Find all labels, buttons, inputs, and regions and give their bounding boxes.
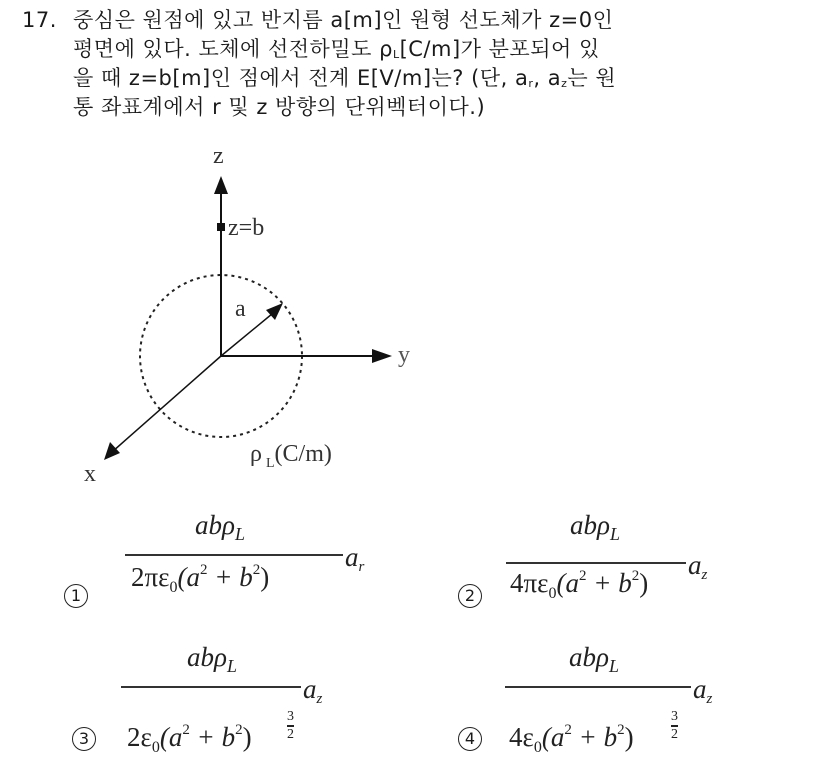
charge-density-label <box>250 441 332 471</box>
choice-2-denominator: $4\pi\varepsilon_0(a^2 + b^2)$ <box>510 568 649 602</box>
choice-1-unit-vector: $a_r$ <box>345 542 365 575</box>
x-axis <box>112 356 221 452</box>
choice-3-exponent: 3 2 <box>287 709 294 742</box>
question-line-2-head: 평면에 있다. 도체에 선전하밀도 ρ <box>73 37 393 61</box>
choice-2-numerator: abρ$_L$ <box>570 510 620 544</box>
rho-symbol: ρ <box>250 441 262 467</box>
choice-number-3: 3 <box>72 727 96 751</box>
choice-3-denominator: $2\varepsilon_0(a^2 + b^2)$ <box>127 722 252 756</box>
question-line-3-mid: , a <box>533 66 562 90</box>
radius-vector <box>221 309 278 356</box>
choice-number-4: 4 <box>458 727 482 751</box>
choice-1-fraction <box>125 510 385 610</box>
charge-unit: (C/m) <box>274 441 332 467</box>
choice-4-denominator: $4\varepsilon_0(a^2 + b^2)$ <box>509 722 634 756</box>
choice-3-unit-vector: $a_z$ <box>303 674 323 707</box>
choice-2-fraction <box>506 510 766 610</box>
x-axis-label: x <box>84 461 96 487</box>
question-line-4: 통 좌표계에서 r 및 z 방향의 단위벡터이다.) <box>73 95 486 119</box>
y-axis-label: y <box>398 342 410 368</box>
choice-number-2: 2 <box>458 584 482 608</box>
ar-subscript: r <box>528 77 534 90</box>
z-axis-arrow-icon <box>214 176 228 194</box>
choice-1-fraction-bar <box>125 554 343 556</box>
question-number: 17. <box>22 8 57 32</box>
z-axis-label: z <box>213 143 224 169</box>
choice-4-fraction <box>505 642 765 755</box>
x-axis-arrow-icon <box>104 442 120 460</box>
rho-sub: L <box>265 456 275 471</box>
rho-subscript: L <box>392 48 400 61</box>
choice-4-fraction-bar <box>505 686 691 688</box>
choice-1-numerator: abρ$_L$ <box>195 510 245 544</box>
choice-4-unit-vector: $a_z$ <box>693 674 713 707</box>
choice-4-exponent: 3 2 <box>671 709 678 742</box>
choice-number-1: 1 <box>64 584 88 608</box>
question-line-3-tail: 는 원 <box>567 66 617 90</box>
choice-3-fraction <box>121 642 381 755</box>
point-z-b-marker <box>217 223 225 231</box>
choice-4-numerator: abρ$_L$ <box>569 642 619 676</box>
question-line-3-head: 을 때 z=b[m]인 점에서 전계 E[V/m]는? (단, a <box>73 66 529 90</box>
radius-label: a <box>235 296 246 322</box>
az-subscript: z <box>561 77 568 90</box>
choice-2-unit-vector: $a_z$ <box>688 550 708 583</box>
y-axis-arrow-icon <box>372 349 392 363</box>
question-line-1: 중심은 원점에 있고 반지름 a[m]인 원형 선도체가 z=0인 <box>73 8 614 32</box>
choice-1-denominator: $2\pi\varepsilon_0(a^2 + b^2)$ <box>131 562 270 596</box>
choice-2-fraction-bar <box>506 562 686 564</box>
point-z-b-label: z=b <box>228 215 265 241</box>
question-line-2-tail: [C/m]가 분포되어 있 <box>399 37 600 61</box>
choice-3-numerator: abρ$_L$ <box>187 642 237 676</box>
choice-3-fraction-bar <box>121 686 301 688</box>
